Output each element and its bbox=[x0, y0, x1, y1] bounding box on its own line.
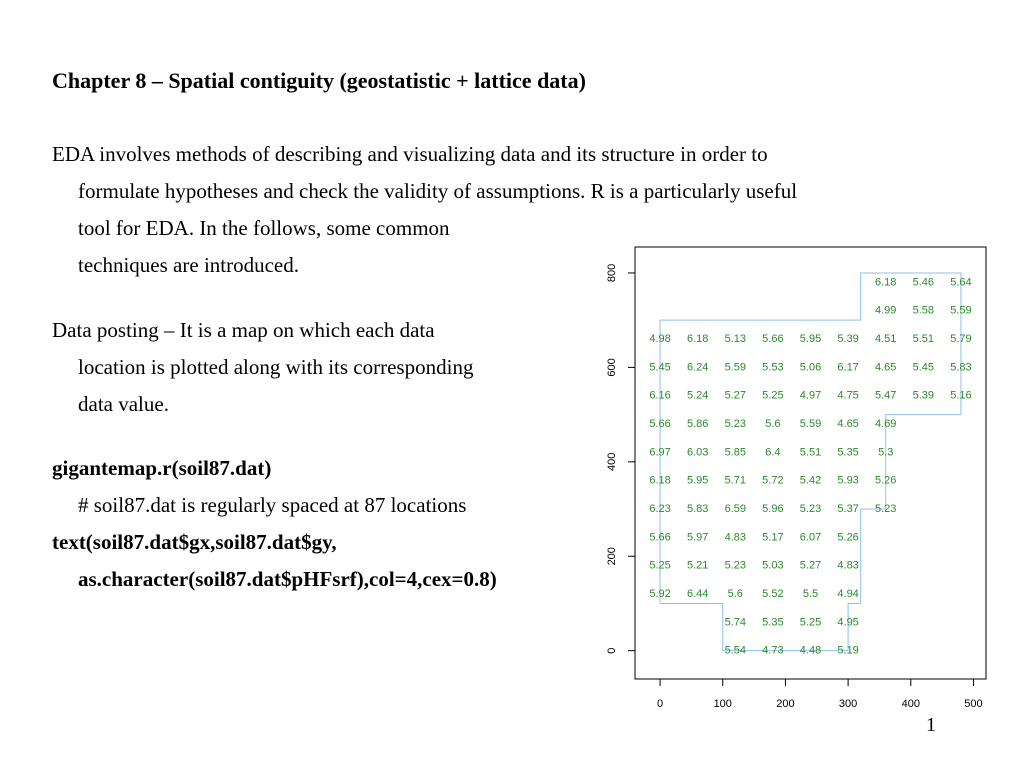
data-point-label: 5.83 bbox=[950, 361, 972, 374]
data-point-label: 5.85 bbox=[724, 446, 746, 459]
y-tick-label: 200 bbox=[606, 547, 618, 566]
data-point-label: 5.26 bbox=[837, 531, 859, 544]
data-posting-plot bbox=[596, 240, 992, 718]
data-point-label: 5.66 bbox=[762, 333, 784, 346]
data-point-label: 5.25 bbox=[762, 389, 784, 402]
posting-line-1: Data posting – It is a map on which each data bbox=[52, 318, 435, 342]
data-point-label: 5.59 bbox=[724, 361, 746, 374]
data-point-label: 5.92 bbox=[649, 588, 671, 601]
data-point-label: 5.45 bbox=[649, 361, 671, 374]
data-point-label: 4.95 bbox=[837, 616, 859, 629]
data-point-label: 5.5 bbox=[802, 588, 819, 601]
data-point-label: 4.65 bbox=[875, 361, 897, 374]
slide-title: Chapter 8 – Spatial contiguity (geostatistic + lattice data) bbox=[52, 68, 586, 93]
data-point-label: 5.27 bbox=[724, 389, 746, 402]
data-point-label: 5.96 bbox=[762, 503, 784, 516]
data-posting-paragraph bbox=[52, 312, 473, 423]
data-point-label: 6.59 bbox=[724, 503, 746, 516]
data-point-label: 5.46 bbox=[912, 276, 935, 289]
y-tick-label: 800 bbox=[606, 263, 618, 283]
y-tick-label: 600 bbox=[606, 358, 618, 377]
data-point-label: 5.59 bbox=[799, 418, 822, 431]
data-point-label: 5.66 bbox=[649, 418, 671, 431]
data-point-label: 6.03 bbox=[686, 446, 709, 459]
data-point-label: 5.37 bbox=[837, 503, 859, 516]
eda-line-2: formulate hypotheses and check the validity of assumptions. R is a particularly useful bbox=[78, 179, 798, 203]
code-block bbox=[52, 450, 497, 598]
data-point-label: 5.39 bbox=[837, 333, 859, 346]
data-point-label: 5.71 bbox=[724, 474, 746, 487]
data-point-label: 5.97 bbox=[686, 531, 709, 544]
y-tick-label: 400 bbox=[606, 452, 618, 471]
data-point-label: 6.18 bbox=[649, 474, 671, 487]
data-point-label: 6.18 bbox=[686, 333, 709, 346]
data-point-label: 4.83 bbox=[724, 531, 746, 544]
data-point-label: 5.66 bbox=[649, 531, 671, 544]
posting-line-3: data value. bbox=[78, 392, 169, 416]
data-point-label: 4.51 bbox=[875, 333, 897, 346]
y-tick-label: 0 bbox=[606, 647, 618, 654]
data-point-label: 4.98 bbox=[649, 333, 671, 346]
data-point-label: 5.39 bbox=[912, 389, 935, 402]
data-point-label: 4.94 bbox=[837, 588, 859, 601]
eda-line-1: EDA involves methods of describing and visualizing data and its structure in order to bbox=[52, 142, 768, 166]
data-point-label: 5.06 bbox=[799, 361, 822, 374]
data-point-label: 6.16 bbox=[649, 389, 671, 402]
data-point-label: 5.23 bbox=[875, 503, 897, 516]
data-point-label: 5.23 bbox=[724, 559, 746, 572]
data-point-label: 5.83 bbox=[686, 503, 709, 516]
data-point-label: 5.16 bbox=[950, 389, 972, 402]
data-point-label: 4.48 bbox=[799, 644, 822, 657]
data-point-label: 5.03 bbox=[762, 559, 784, 572]
data-point-label: 4.97 bbox=[799, 389, 822, 402]
data-point-label: 5.74 bbox=[724, 616, 746, 629]
axis-ticks bbox=[606, 264, 983, 710]
data-point-label: 5.54 bbox=[724, 644, 746, 657]
data-point-label: 6.23 bbox=[649, 503, 671, 516]
x-tick-label: 200 bbox=[776, 698, 795, 710]
data-point-label: 6.97 bbox=[649, 446, 671, 459]
data-point-label: 5.53 bbox=[762, 361, 784, 374]
code-line-text-call: text(soil87.dat$gx,soil87.dat$gy, bbox=[52, 530, 337, 554]
data-point-label: 5.51 bbox=[799, 446, 822, 459]
data-point-label: 4.75 bbox=[837, 389, 859, 402]
x-tick-label: 0 bbox=[657, 698, 664, 710]
eda-line-3: tool for EDA. In the follows, some common bbox=[78, 216, 450, 240]
data-point-label: 6.17 bbox=[837, 361, 859, 374]
data-point-label: 6.24 bbox=[686, 361, 709, 374]
eda-line-4: techniques are introduced. bbox=[78, 253, 299, 277]
data-point-label: 5.58 bbox=[912, 304, 935, 317]
data-point-label: 4.65 bbox=[837, 418, 859, 431]
data-point-label: 5.93 bbox=[837, 474, 859, 487]
data-point-label: 4.73 bbox=[762, 644, 784, 657]
data-labels bbox=[649, 276, 971, 656]
data-point-label: 5.64 bbox=[950, 276, 972, 289]
x-tick-label: 400 bbox=[901, 698, 920, 710]
data-point-label: 5.25 bbox=[799, 616, 822, 629]
posting-line-2: location is plotted along with its corresponding bbox=[78, 355, 474, 379]
data-point-label: 5.6 bbox=[727, 588, 743, 601]
data-point-label: 4.99 bbox=[875, 304, 897, 317]
data-point-label: 5.13 bbox=[724, 333, 746, 346]
code-line-text-args: as.character(soil87.dat$pHFsrf),col=4,cex=0.8) bbox=[78, 567, 497, 591]
data-point-label: 5.59 bbox=[950, 304, 972, 317]
data-point-label: 6.44 bbox=[686, 588, 709, 601]
data-point-label: 5.19 bbox=[837, 644, 859, 657]
code-comment: # soil87.dat is regularly spaced at 87 locations bbox=[78, 493, 467, 517]
data-point-label: 5.51 bbox=[912, 333, 935, 346]
x-tick-label: 300 bbox=[838, 698, 858, 710]
data-point-label: 5.35 bbox=[762, 616, 784, 629]
data-point-label: 5.52 bbox=[762, 588, 784, 601]
data-point-label: 5.86 bbox=[686, 418, 709, 431]
page-number: 1 bbox=[926, 714, 936, 736]
data-point-label: 4.69 bbox=[875, 418, 897, 431]
data-point-label: 5.95 bbox=[686, 474, 709, 487]
data-point-label: 5.45 bbox=[912, 361, 935, 374]
x-tick-label: 500 bbox=[964, 698, 983, 710]
data-point-label: 5.27 bbox=[799, 559, 822, 572]
data-point-label: 5.95 bbox=[799, 333, 822, 346]
data-point-label: 5.17 bbox=[762, 531, 784, 544]
data-point-label: 5.23 bbox=[724, 418, 746, 431]
data-point-label: 6.4 bbox=[765, 446, 781, 459]
code-line-gigantemap: gigantemap.r(soil87.dat) bbox=[52, 456, 272, 480]
data-point-label: 5.42 bbox=[799, 474, 822, 487]
data-point-label: 5.79 bbox=[950, 333, 972, 346]
data-point-label: 5.6 bbox=[765, 418, 781, 431]
data-point-label: 5.3 bbox=[878, 446, 894, 459]
data-point-label: 5.25 bbox=[649, 559, 671, 572]
x-tick-label: 100 bbox=[713, 698, 732, 710]
data-point-label: 5.23 bbox=[799, 503, 822, 516]
data-point-label: 5.24 bbox=[686, 389, 709, 402]
data-point-label: 6.07 bbox=[799, 531, 822, 544]
data-point-label: 6.18 bbox=[875, 276, 897, 289]
data-point-label: 4.83 bbox=[837, 559, 859, 572]
data-point-label: 5.26 bbox=[875, 474, 897, 487]
data-point-label: 5.72 bbox=[762, 474, 784, 487]
data-point-label: 5.47 bbox=[875, 389, 897, 402]
data-point-label: 5.21 bbox=[686, 559, 709, 572]
data-point-label: 5.35 bbox=[837, 446, 859, 459]
